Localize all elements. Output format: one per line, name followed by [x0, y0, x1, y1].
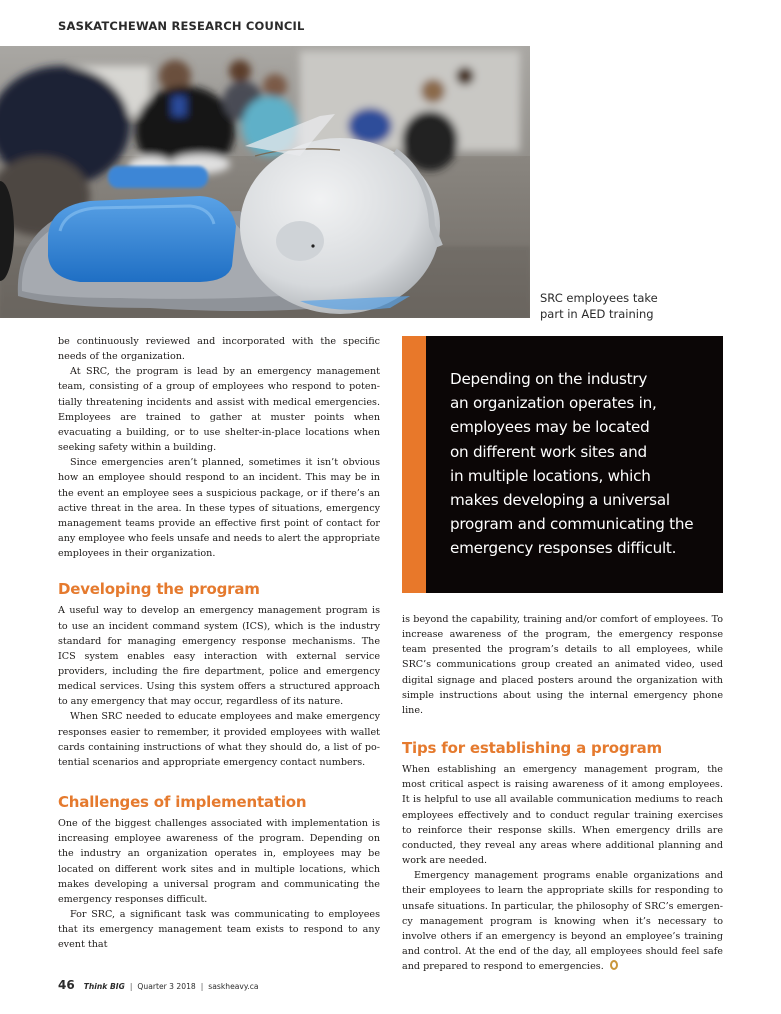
website-link[interactable]: saskheavy.ca	[208, 982, 259, 991]
paragraph: is beyond the capability, training and/or comfort of employees. To increase awareness of the program, the emergency response team presented the program’s details to all employees, while SRC’s communications group created an animated video, used digital signage and placed posters around the organization with simple instructions about using the internal emergency phone line.	[402, 614, 723, 716]
final-paragraph	[402, 868, 723, 974]
section-heading-developing: Developing the program	[58, 580, 260, 599]
paragraph: At SRC, the program is lead by an emergency management team, consisting of a group of employees who respond to potentially threatening incidents and assist with medical emergencies. Employees are trained to gather at muster points when evacuating a building, or to use shelter-in-place locations when seeking safety within a building.	[58, 366, 380, 454]
paragraph: One of the biggest challenges associated with implementation is increasing employee awareness of the program. Depending on the industry an organization operates in, employees may be located on different work sites and in multiple locations, which makes developing a universal program and communicating the emergency responses difficult.	[58, 818, 380, 905]
caption-line: SRC employees take	[540, 291, 658, 305]
article-photo	[0, 46, 530, 318]
page-number: 46	[58, 978, 75, 992]
issue-label: Quarter 3 2018	[137, 982, 196, 991]
paragraph-text: Emergency management programs enable organizations and their employees to learn the appropriate skills for responding to unsafe situations. In particular, the philosophy of SRC’s emergency management program is knowing when it’s necessary to involve others if an emergency is beyond an employee’s training and control. At the end of the day, all employees should feel safe and prepared to respond to emergencies.	[402, 870, 723, 973]
footer-separator: |	[200, 982, 204, 991]
page-footer	[58, 978, 259, 992]
caption-line: part in AED training	[540, 307, 654, 321]
article-column-left	[58, 334, 380, 952]
pull-quote-accent-bar	[402, 336, 426, 593]
paragraph: For SRC, a significant task was communicating to employees that its emergency management team exists to respond to any event that	[58, 909, 380, 951]
pull-quote-line: Depending on the industry	[450, 370, 648, 388]
paragraph: Since emergencies aren’t planned, sometimes it isn’t obvious how an employee should respond to an incident. This may be in the event an employee sees a suspicious package, or if there’s an active threat in the area. In these types of situations, emergency management teams provide an effective first point of contact for any employee who feels unsafe and needs to alert the appropriate employees in their organization.	[58, 457, 380, 560]
pull-quote-line: emergency responses difficult.	[450, 539, 677, 558]
article-column-right	[402, 612, 723, 974]
pull-quote-line: program and communicating the	[450, 515, 694, 534]
pull-quote	[402, 336, 723, 593]
pull-quote-line: on different work sites and	[450, 442, 647, 461]
footer-separator: |	[129, 982, 133, 991]
pull-quote-line: in multiple locations, which	[450, 466, 651, 485]
pull-quote-line: makes developing a universal	[450, 491, 670, 510]
running-head-publisher: SASKATCHEWAN RESEARCH COUNCIL	[58, 19, 305, 33]
section-heading-tips: Tips for establishing a program	[402, 739, 662, 758]
paragraph: When establishing an emergency management program, the most critical aspect is raising awareness of it among employees. It is helpful to use all available communication mediums to reach employees effectively and to conduct regular training exercises to reinforce their response skills. When emergency drills are conducted, they reveal any areas where additional planning and work are needed.	[402, 764, 723, 867]
pull-quote-text	[426, 336, 703, 593]
paragraph: When SRC needed to educate employees and make emergency responses easier to remember, it provided employees with wallet cards containing instructions of what they should do, a list of potential scenarios and appropriate emergency contact numbers.	[58, 711, 380, 768]
paragraph: be continuously reviewed and incorporated with the specific needs of the organization.	[58, 336, 380, 363]
magazine-name: Think BIG	[83, 982, 125, 991]
pull-quote-line: employees may be located	[450, 418, 650, 437]
section-heading-challenges: Challenges of implementation	[58, 793, 307, 812]
pull-quote-line: an organization operates in,	[450, 394, 657, 413]
end-of-article-icon	[610, 960, 618, 970]
photo-caption	[540, 290, 740, 322]
paragraph: A useful way to develop an emergency management program is to use an incident command system (ICS), which is the industry standard for managing emergency response mechanisms. The ICS system enables easy interaction with external service providers, including the fire department, police and emergency medical services. Using this system offers a structured approach to any emergency that may occur, regardless of its nature.	[58, 605, 380, 708]
cpr-manikin-photo	[0, 46, 530, 318]
